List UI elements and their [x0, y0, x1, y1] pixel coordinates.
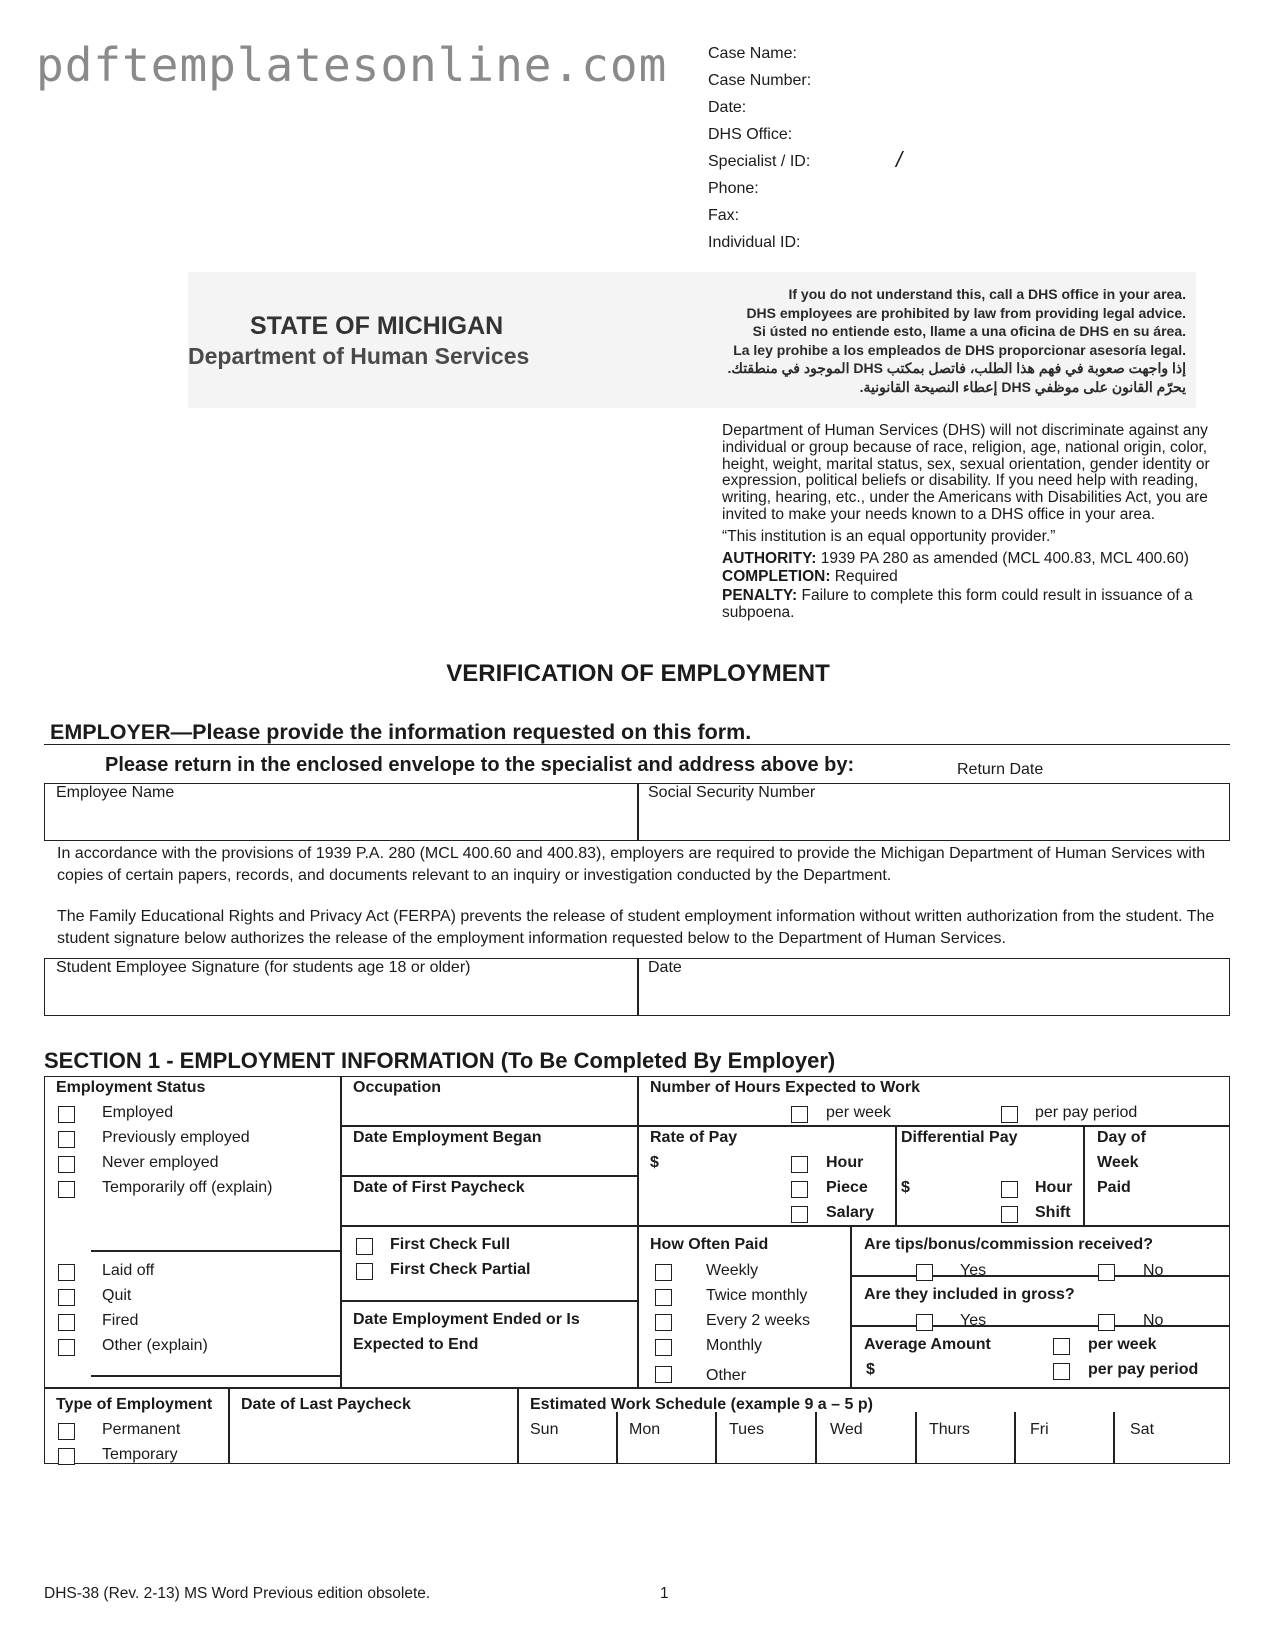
- watermark: pdftemplatesonline.com: [36, 38, 668, 92]
- laid-off-label: Laid off: [102, 1262, 155, 1279]
- hours-per-pay-period-checkbox[interactable]: [1001, 1106, 1018, 1123]
- page-number: 1: [660, 1585, 669, 1602]
- hours-per-pay-period-label: per pay period: [1035, 1104, 1138, 1121]
- fired-label: Fired: [102, 1312, 139, 1329]
- tips-yes-checkbox[interactable]: [916, 1264, 933, 1281]
- date-began-field[interactable]: Date Employment Began: [353, 1129, 542, 1146]
- divider: [517, 1388, 519, 1464]
- quit-label: Quit: [102, 1287, 132, 1304]
- permanent-label: Permanent: [102, 1421, 181, 1438]
- specialist-slash: /: [896, 147, 903, 172]
- divider: [637, 958, 639, 1016]
- temporarily-off-checkbox[interactable]: [58, 1181, 75, 1198]
- tips-no-checkbox[interactable]: [1098, 1264, 1115, 1281]
- ferpa-paragraph: The Family Educational Rights and Privacy Act (FERPA) prevents the release of student employment information without written authorization from the student. The student signature below authorizes the release of the employment information requested below to the Department of Human Services.: [57, 908, 1215, 947]
- twice-monthly-checkbox[interactable]: [655, 1289, 672, 1306]
- provisions-paragraph: In accordance with the provisions of 1939 P.A. 280 (MCL 400.60 and 400.83), employers are required to provide the Michigan Department of Human Services with copies of certain papers, records, and documents relevant to an inquiry or investigation conducted by the Department.: [57, 845, 1206, 884]
- department-title: Department of Human Services: [188, 343, 530, 369]
- divider: [340, 1175, 637, 1177]
- rate-dollar-sign: $: [650, 1154, 659, 1171]
- avg-per-pay-period-label: per pay period: [1088, 1361, 1199, 1378]
- gross-yes-checkbox[interactable]: [916, 1314, 933, 1331]
- previously-employed-checkbox[interactable]: [58, 1131, 75, 1148]
- employment-status-header: Employment Status: [56, 1079, 206, 1096]
- employee-name-field[interactable]: Employee Name: [56, 784, 175, 801]
- schedule-fri[interactable]: Fri: [1030, 1421, 1049, 1438]
- rate-hour-checkbox[interactable]: [791, 1156, 808, 1173]
- day-of-week-paid-line2: Week: [1097, 1154, 1139, 1171]
- included-in-gross-question: Are they included in gross?: [864, 1286, 1075, 1303]
- signature-date-field[interactable]: Date: [648, 959, 682, 976]
- differential-shift-label: Shift: [1035, 1204, 1071, 1221]
- individual-id-label: Individual ID:: [708, 234, 801, 251]
- fax-label: Fax:: [708, 207, 740, 224]
- notice-line: DHS employees are prohibited by law from providing legal advice.: [746, 304, 1186, 321]
- divider: [44, 744, 1230, 745]
- hours-per-week-label: per week: [826, 1104, 891, 1121]
- divider: [91, 1250, 340, 1252]
- notice-line: Si ústed no entiende esto, llame a una oficina de DHS en su área.: [752, 323, 1186, 339]
- notice-line-arabic: إذا واجهت صعوبة في فهم هذا الطلب، فاتصل بمكتب DHS الموجود في منطقتك.: [727, 360, 1186, 376]
- divider: [851, 1325, 1230, 1327]
- differential-hour-label: Hour: [1035, 1179, 1073, 1196]
- case-date-label: Date:: [708, 99, 747, 116]
- first-check-partial-checkbox[interactable]: [356, 1263, 373, 1280]
- divider: [340, 1300, 637, 1302]
- date-ended-label-2: Expected to End: [353, 1336, 479, 1353]
- employer-heading: EMPLOYER—Please provide the information requested on this form.: [50, 720, 752, 744]
- other-frequency-checkbox[interactable]: [655, 1366, 672, 1383]
- tips-yes-label: Yes: [960, 1262, 987, 1279]
- form-footer: DHS-38 (Rev. 2-13) MS Word Previous edition obsolete.: [44, 1585, 431, 1602]
- every-2-weeks-checkbox[interactable]: [655, 1314, 672, 1331]
- avg-per-pay-period-checkbox[interactable]: [1053, 1363, 1070, 1380]
- type-of-employment-header: Type of Employment: [56, 1396, 213, 1413]
- case-number-label: Case Number:: [708, 72, 812, 89]
- discrimination-statement: Department of Human Services (DHS) will not discriminate against any individual or group because of race, religion, age, national origin, color, height, weight, marital status, sex, sexual orientation, gender identity or expression, political beliefs or disability. If you need help with reading, writing, hearing, etc., under the Americans with Disabilities Act, you are invited to make your needs known to a DHS office in your area.: [722, 422, 1210, 523]
- temporary-label: Temporary: [102, 1446, 178, 1463]
- divider: [1083, 1126, 1085, 1226]
- specialist-id-label: Specialist / ID:: [708, 153, 811, 170]
- notice-line: If you do not understand this, call a DHS office in your area.: [788, 286, 1186, 302]
- other-explain-label: Other (explain): [102, 1337, 208, 1354]
- divider: [815, 1412, 817, 1464]
- differential-pay-header: Differential Pay: [901, 1129, 1018, 1146]
- gross-no-checkbox[interactable]: [1098, 1314, 1115, 1331]
- fired-checkbox[interactable]: [58, 1314, 75, 1331]
- first-check-full-checkbox[interactable]: [356, 1238, 373, 1255]
- avg-per-week-checkbox[interactable]: [1053, 1338, 1070, 1355]
- day-of-week-paid-line3: Paid: [1097, 1179, 1131, 1196]
- every-2-weeks-label: Every 2 weeks: [706, 1312, 811, 1329]
- divider: [44, 1387, 1230, 1389]
- state-title: STATE OF MICHIGAN: [250, 312, 504, 340]
- divider: [851, 1275, 1230, 1277]
- equal-opportunity: “This institution is an equal opportunity provider.”: [722, 527, 1056, 545]
- never-employed-checkbox[interactable]: [58, 1156, 75, 1173]
- authority-text: 1939 PA 280 as amended (MCL 400.83, MCL 400.60): [816, 549, 1189, 567]
- gross-yes-label: Yes: [960, 1312, 987, 1329]
- completion-label: COMPLETION:: [722, 568, 831, 586]
- phone-label: Phone:: [708, 180, 759, 197]
- rate-of-pay-header: Rate of Pay: [650, 1129, 738, 1146]
- divider: [637, 1076, 639, 1388]
- rate-piece-checkbox[interactable]: [791, 1181, 808, 1198]
- case-info: [708, 40, 903, 256]
- differential-hour-checkbox[interactable]: [1001, 1181, 1018, 1198]
- never-employed-label: Never employed: [102, 1154, 219, 1171]
- legal-notice: [722, 423, 1222, 627]
- how-often-paid-header: How Often Paid: [650, 1236, 769, 1253]
- divider: [340, 1125, 1230, 1127]
- dhs-office-label: DHS Office:: [708, 126, 793, 143]
- monthly-label: Monthly: [706, 1337, 763, 1354]
- differential-dollar-sign: $: [901, 1179, 910, 1196]
- rate-salary-label: Salary: [826, 1204, 875, 1221]
- ssn-field[interactable]: Social Security Number: [648, 784, 816, 801]
- notice-line-arabic: يحرّم القانون على موظفي DHS إعطاء النصيحة القانونية.: [859, 378, 1186, 395]
- work-schedule-header: Estimated Work Schedule (example 9 a – 5 p): [530, 1396, 873, 1413]
- average-amount-label: Average Amount: [864, 1336, 991, 1353]
- return-date-field[interactable]: Return Date: [957, 761, 1044, 778]
- rate-piece-label: Piece: [826, 1179, 868, 1196]
- other-explain-checkbox[interactable]: [58, 1339, 75, 1356]
- divider: [616, 1412, 618, 1464]
- date-ended-field[interactable]: Date Employment Ended or Is: [353, 1311, 580, 1328]
- hours-expected-header: Number of Hours Expected to Work: [650, 1079, 920, 1096]
- laid-off-checkbox[interactable]: [58, 1264, 75, 1281]
- rate-salary-checkbox[interactable]: [791, 1206, 808, 1223]
- schedule-wed[interactable]: Wed: [830, 1421, 863, 1438]
- date-first-paycheck-field[interactable]: Date of First Paycheck: [353, 1179, 525, 1196]
- employed-checkbox[interactable]: [58, 1106, 75, 1123]
- other-frequency-label: Other: [706, 1367, 747, 1384]
- tips-question: Are tips/bonus/commission received?: [864, 1236, 1153, 1253]
- previously-employed-label: Previously employed: [102, 1129, 250, 1146]
- permanent-checkbox[interactable]: [58, 1423, 75, 1440]
- divider: [340, 1225, 1230, 1227]
- first-check-partial-label: First Check Partial: [390, 1261, 531, 1278]
- monthly-checkbox[interactable]: [655, 1339, 672, 1356]
- return-instruction: Please return in the enclosed envelope to the specialist and address above by:: [105, 754, 855, 776]
- divider: [1113, 1412, 1115, 1464]
- divider: [895, 1126, 897, 1226]
- divider: [228, 1388, 230, 1464]
- section1-heading: SECTION 1 - EMPLOYMENT INFORMATION (To Be Completed By Employer): [44, 1048, 836, 1073]
- schedule-tues[interactable]: Tues: [729, 1421, 764, 1438]
- language-notice: [728, 285, 1186, 396]
- authority-label: AUTHORITY:: [722, 549, 817, 567]
- notice-line: La ley prohibe a los empleados de DHS proporcionar asesoría legal.: [733, 341, 1186, 358]
- divider: [340, 1076, 342, 1388]
- schedule-sat[interactable]: Sat: [1130, 1421, 1155, 1438]
- weekly-checkbox[interactable]: [655, 1264, 672, 1281]
- schedule-thurs[interactable]: Thurs: [929, 1421, 970, 1438]
- avg-per-week-label: per week: [1088, 1336, 1157, 1353]
- differential-shift-checkbox[interactable]: [1001, 1206, 1018, 1223]
- occupation-field[interactable]: Occupation: [353, 1079, 442, 1096]
- student-signature-field[interactable]: Student Employee Signature (for students age 18 or older): [56, 959, 471, 976]
- divider: [1014, 1412, 1016, 1464]
- penalty-label: PENALTY:: [722, 587, 798, 605]
- employed-label: Employed: [102, 1104, 174, 1121]
- temporarily-off-label: Temporarily off (explain): [102, 1179, 273, 1196]
- completion-text: Required: [830, 568, 898, 586]
- quit-checkbox[interactable]: [58, 1289, 75, 1306]
- divider: [637, 783, 639, 841]
- hours-per-week-checkbox[interactable]: [791, 1106, 808, 1123]
- penalty-text: Failure to complete this form could result in issuance of a subpoena.: [722, 587, 1193, 621]
- average-dollar-sign: $: [866, 1361, 875, 1378]
- schedule-mon[interactable]: Mon: [629, 1421, 661, 1438]
- form-title: VERIFICATION OF EMPLOYMENT: [446, 660, 830, 687]
- last-paycheck-field[interactable]: Date of Last Paycheck: [241, 1396, 411, 1413]
- first-check-full-label: First Check Full: [390, 1236, 511, 1253]
- divider: [915, 1412, 917, 1464]
- twice-monthly-label: Twice monthly: [706, 1287, 808, 1304]
- schedule-sun[interactable]: Sun: [530, 1421, 559, 1438]
- case-name-label: Case Name:: [708, 45, 797, 62]
- day-of-week-paid-header: Day of: [1097, 1129, 1146, 1146]
- temporary-checkbox[interactable]: [58, 1448, 75, 1465]
- tips-no-label: No: [1143, 1262, 1164, 1279]
- gross-no-label: No: [1143, 1312, 1164, 1329]
- weekly-label: Weekly: [706, 1262, 759, 1279]
- divider: [91, 1375, 340, 1377]
- divider: [850, 1226, 852, 1388]
- rate-hour-label: Hour: [826, 1154, 864, 1171]
- divider: [715, 1412, 717, 1464]
